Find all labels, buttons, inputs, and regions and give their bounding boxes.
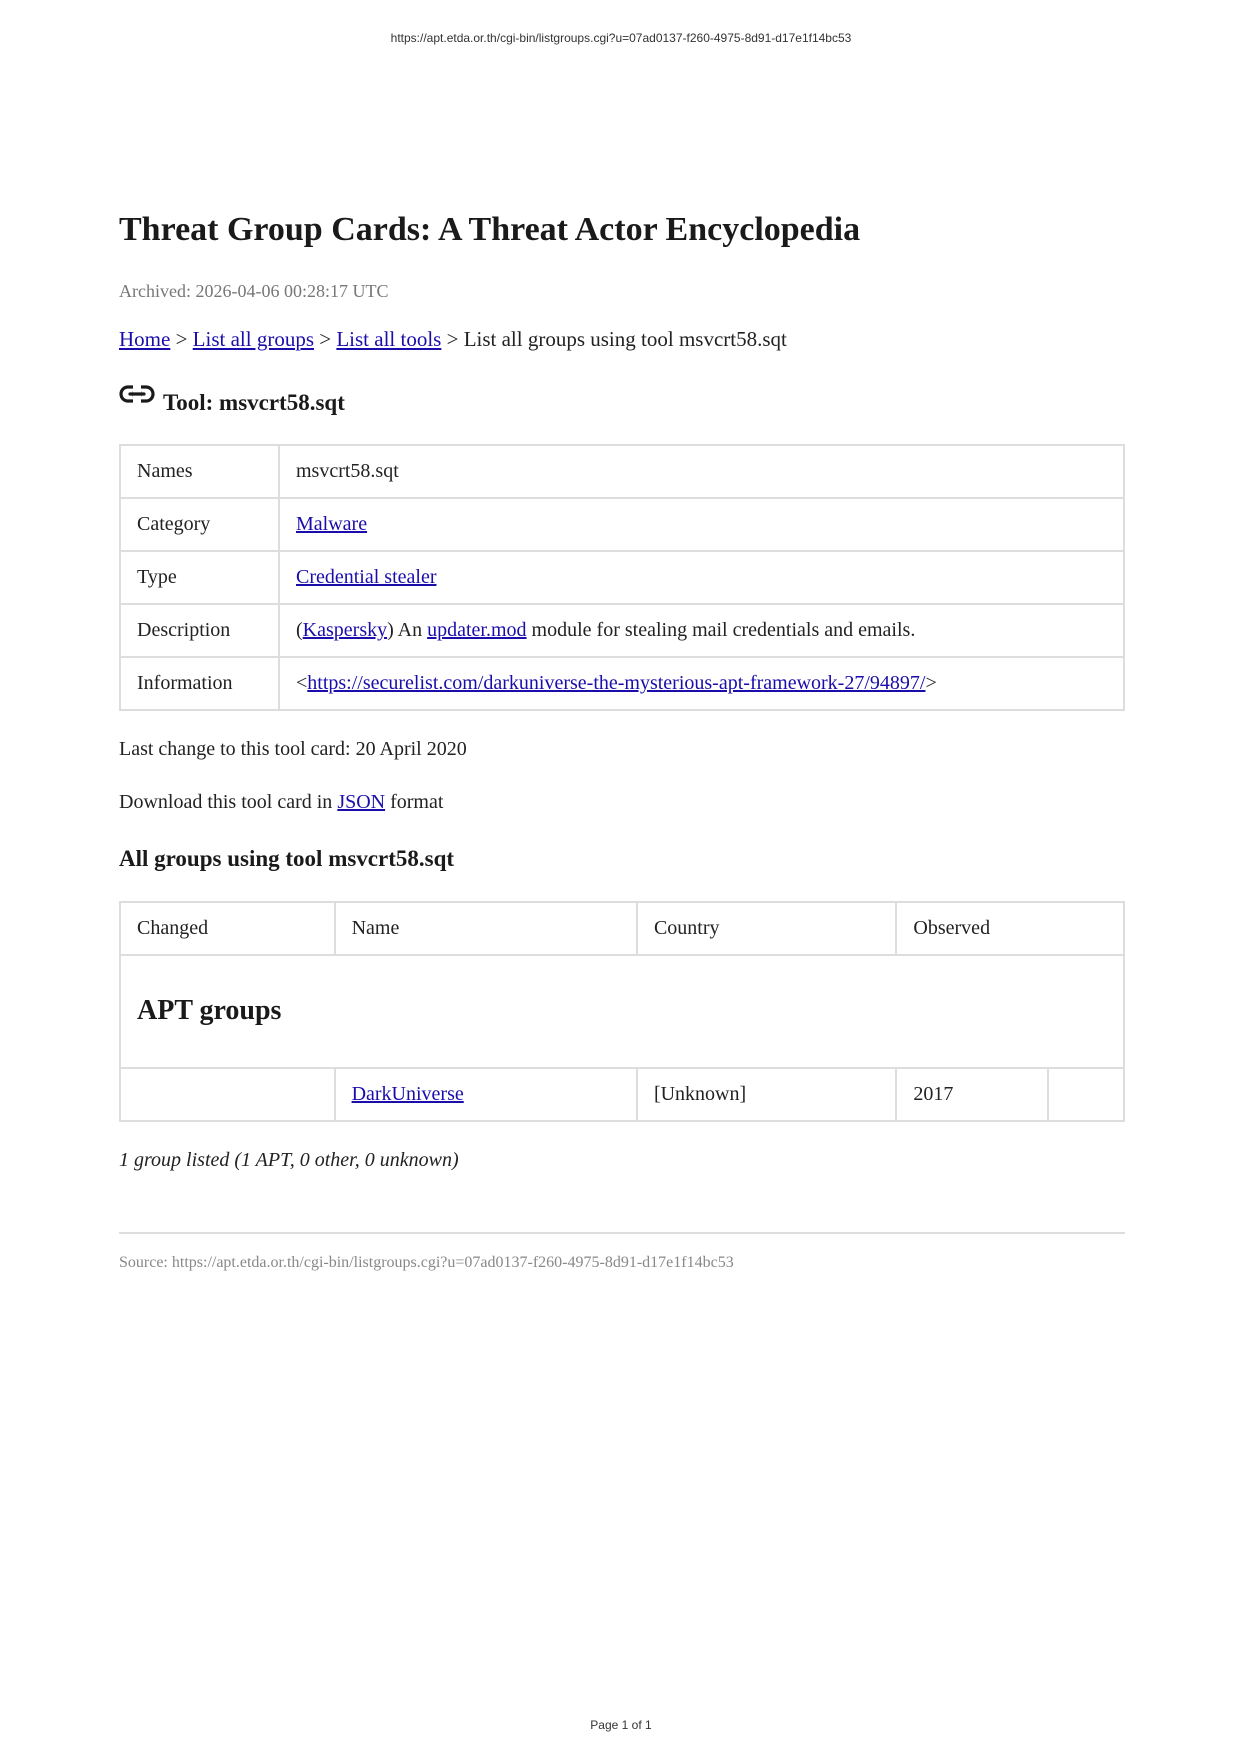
description-cell [279, 604, 1124, 657]
column-header-name: Name [335, 902, 637, 955]
changed-cell [120, 1068, 335, 1121]
archived-timestamp: Archived: 2026-04-06 00:28:17 UTC [119, 280, 389, 301]
column-header-country: Country [637, 902, 896, 955]
breadcrumb-list-tools-link[interactable]: List all tools [336, 326, 442, 351]
main-content [119, 210, 1125, 1272]
darkuniverse-link[interactable]: DarkUniverse [351, 1082, 464, 1105]
breadcrumb-separator: > [319, 326, 332, 351]
names-label: Names [120, 445, 279, 498]
groups-table [119, 901, 1125, 1122]
information-lt: < [296, 671, 308, 694]
divider [119, 1232, 1125, 1234]
breadcrumb-separator: > [446, 326, 459, 351]
column-header-changed: Changed [120, 902, 335, 955]
page-number: Page 1 of 1 [590, 1718, 652, 1732]
type-label: Type [120, 551, 279, 604]
tool-heading-text: Tool: msvcrt58.sqt [163, 389, 345, 415]
updater-mod-link[interactable]: updater.mod [427, 618, 527, 641]
tool-info-table [119, 444, 1125, 711]
type-cell [279, 551, 1124, 604]
country-cell: [Unknown] [637, 1068, 896, 1121]
groups-heading: All groups using tool msvcrt58.sqt [119, 845, 455, 871]
table-row [120, 445, 1124, 498]
source-url: Source: https://apt.etda.or.th/cgi-bin/listgroups.cgi?u=07ad0137-f260-4975-8d91-d17e1f14bc53 [119, 1253, 734, 1271]
table-row [120, 498, 1124, 551]
table-row [120, 551, 1124, 604]
type-link[interactable]: Credential stealer [296, 565, 437, 588]
breadcrumb [119, 327, 1125, 352]
information-label: Information [120, 657, 279, 710]
page-title: Threat Group Cards: A Threat Actor Encyclopedia [119, 211, 861, 248]
information-cell [279, 657, 1124, 710]
description-rest-text: module for stealing mail credentials and emails. [531, 618, 916, 641]
apt-groups-section-title: APT groups [120, 955, 1124, 1068]
column-header-observed: Observed [896, 902, 1124, 955]
category-cell [279, 498, 1124, 551]
tool-heading [119, 390, 1125, 416]
description-label: Description [120, 604, 279, 657]
groups-summary: 1 group listed (1 APT, 0 other, 0 unknown) [119, 1148, 459, 1171]
section-row [120, 955, 1124, 1068]
table-row [120, 657, 1124, 710]
names-value: msvcrt58.sqt [279, 445, 1124, 498]
category-link[interactable]: Malware [296, 512, 368, 535]
table-header-row [120, 902, 1124, 955]
download-prefix: Download this tool card in [119, 790, 333, 813]
breadcrumb-list-groups-link[interactable]: List all groups [192, 326, 314, 351]
download-suffix: format [390, 790, 444, 813]
breadcrumb-current: List all groups using tool msvcrt58.sqt [463, 326, 787, 351]
observed-cell: 2017 [896, 1068, 1048, 1121]
information-gt: > [925, 671, 937, 694]
description-open-paren: ( [296, 618, 303, 641]
table-row [120, 1068, 1124, 1121]
category-label: Category [120, 498, 279, 551]
breadcrumb-separator: > [175, 326, 188, 351]
last-change-text: Last change to this tool card: 20 April 2020 [119, 737, 467, 760]
extra-cell [1048, 1068, 1124, 1121]
breadcrumb-home-link[interactable]: Home [119, 326, 171, 351]
download-line [119, 791, 1125, 814]
json-download-link[interactable]: JSON [337, 790, 386, 813]
print-header-url: https://apt.etda.or.th/cgi-bin/listgroups.cgi?u=07ad0137-f260-4975-8d91-d17e1f14bc53 [390, 31, 852, 45]
kaspersky-link[interactable]: Kaspersky [302, 618, 388, 641]
description-mid-text: ) An [387, 618, 423, 641]
name-cell [335, 1068, 637, 1121]
table-row [120, 604, 1124, 657]
securelist-link[interactable]: https://securelist.com/darkuniverse-the-mysterious-apt-framework-27/94897/ [307, 671, 926, 694]
link-icon [119, 382, 155, 406]
